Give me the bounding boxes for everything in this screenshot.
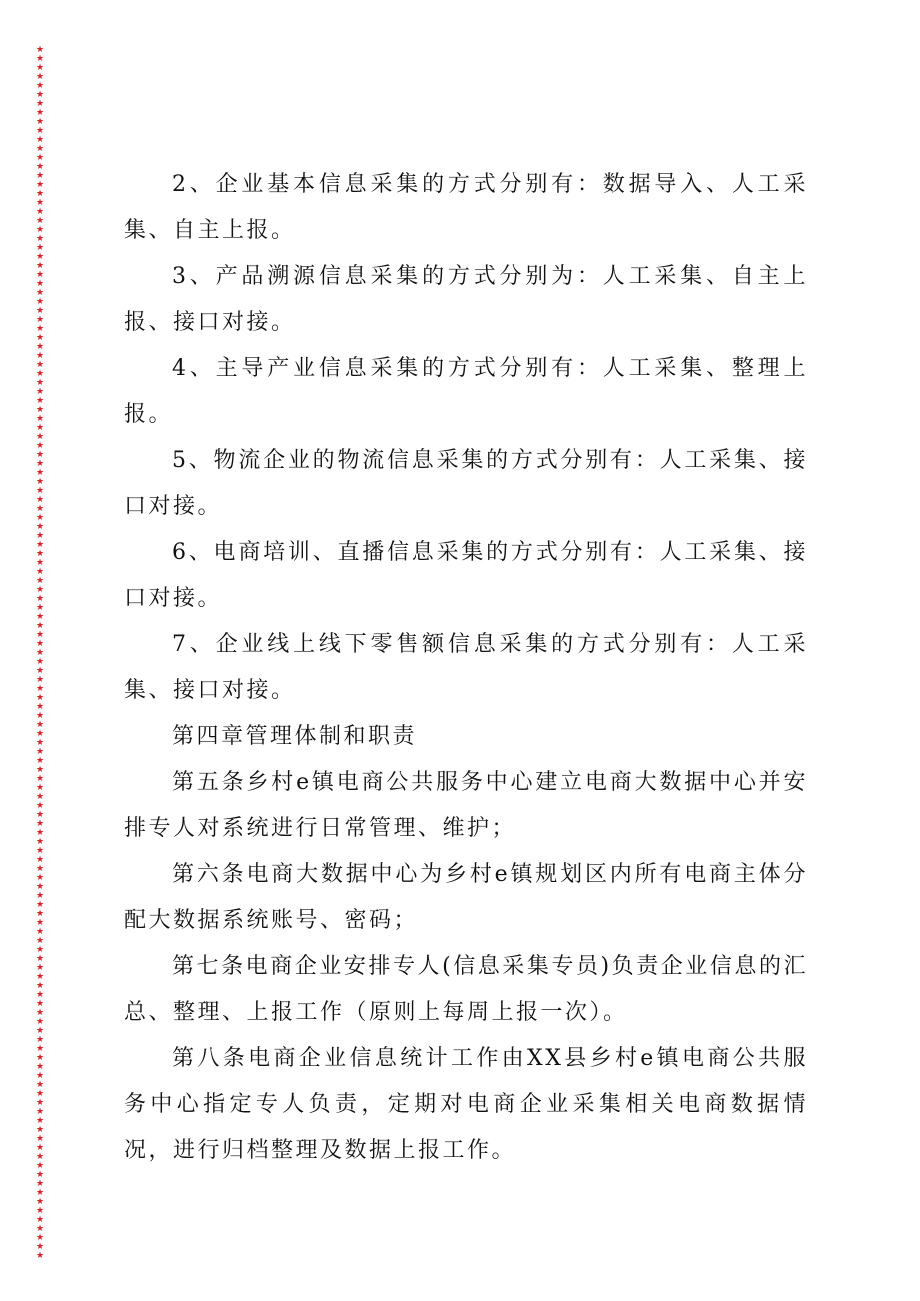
decorative-star-border: ★ ★ ★ ★ ★ ★ ★ ★ ★ ★ ★ ★ ★ ★ ★ ★ ★ ★ ★ ★ ★ ★ ★ ★ ★ ★ ★ ★ ★ ★ ★ ★ ★ ★ ★ ★ ★ ★ ★ ★ ★ ★ ★ ★ ★ ★ ★ ★ ★ ★ ★ ★ ★ ★ ★ ★ ★ ★ ★ ★ ★ ★ ★ ★ ★ ★ ★ ★ ★ ★ ★ ★ ★ ★ ★ ★ ★ ★ ★ ★ ★ ★ ★ ★ ★ ★ ★ ★ ★ ★ ★ ★ ★ ★ ★ ★ ★ ★ ★ ★ ★ ★ ★ ★ ★ ★ ★ ★ ★ ★ ★ ★ ★ ★ ★ ★ ★ ★ ★ ★ ★ ★ ★ ★ ★ ★ ★ ★ ★ ★ ★ ★ ★ ★ ★ — [35, 46, 45, 1258]
paragraph-item-6: 6、电商培训、直播信息采集的方式分别有：人工采集、接口对接。 — [124, 540, 808, 611]
article-6: 第六条电商大数据中心为乡村e镇规划区内所有电商主体分配大数据系统账号、密码； — [124, 862, 808, 933]
paragraph-item-7: 7、企业线上线下零售额信息采集的方式分别有：人工采集、接口对接。 — [124, 632, 808, 703]
paragraph-item-2: 2、企业基本信息采集的方式分别有：数据导入、人工采集、自主上报。 — [124, 172, 808, 243]
article-8: 第八条电商企业信息统计工作由XX县乡村e镇电商公共服务中心指定专人负责，定期对电商企业采集相关电商数据情况，进行归档整理及数据上报工作。 — [124, 1046, 808, 1163]
article-5: 第五条乡村e镇电商公共服务中心建立电商大数据中心并安排专人对系统进行日常管理、维护； — [124, 770, 808, 841]
paragraph-item-3: 3、产品溯源信息采集的方式分别为：人工采集、自主上报、接口对接。 — [124, 264, 808, 335]
chapter-heading: 第四章管理体制和职责 — [172, 724, 418, 749]
document-body — [124, 162, 808, 1174]
article-7: 第七条电商企业安排专人(信息采集专员)负责企业信息的汇总、整理、上报工作（原则上每周上报一次）。 — [124, 954, 808, 1025]
paragraph-item-5: 5、物流企业的物流信息采集的方式分别有：人工采集、接口对接。 — [124, 448, 808, 519]
paragraph-item-4: 4、主导产业信息采集的方式分别有：人工采集、整理上报。 — [124, 356, 808, 427]
